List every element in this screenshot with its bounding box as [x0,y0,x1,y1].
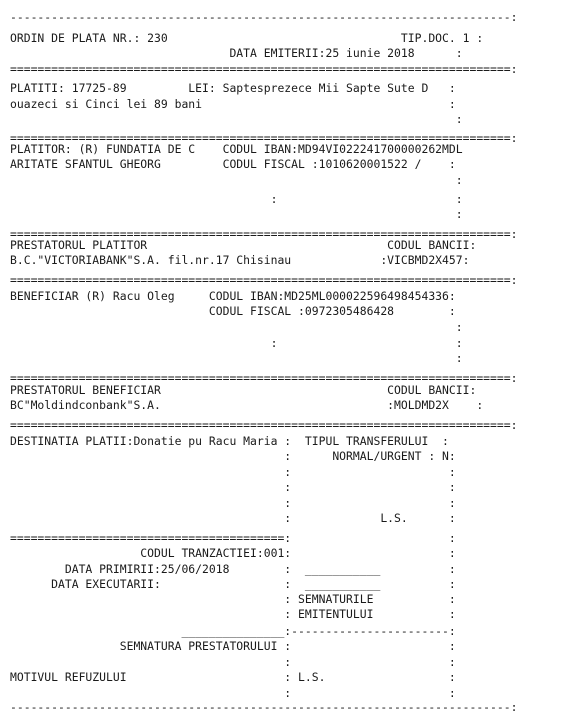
issuer-signatures-row: : SEMNATURILE : [10,592,456,606]
order-number-row: ORDIN DE PLATA NR.: 230 TIP.DOC. 1 : [10,31,484,45]
issuer-row: : EMITENTULUI : [10,607,456,621]
form-line: : [10,112,463,126]
date-executed-row: DATA EXECUTARII: : ___________ : [10,577,456,591]
refusal-reason-row: MOTIVUL REFUZULUI : L.S. : [10,670,456,684]
form-line: =========================================================================: [10,62,518,76]
form-line: : : [10,686,456,700]
payer-bank-row: B.C."VICTORIABANK"S.A. fil.nr.17 Chisinau :VICBMD2X457: [10,253,470,267]
form-line: : [10,173,463,187]
payer-fiscal-code-row: ARITATE SFANTUL GHEORG CODUL FISCAL :1010620001522 / : [10,157,456,171]
payer-bank-header-row: PRESTATORUL PLATITOR CODUL BANCII: [10,238,477,252]
form-line: =========================================================================: [10,371,518,385]
form-line: =========================================================================: [10,273,518,287]
beneficiary-iban-row: BENEFICIAR (R) Racu Oleg CODUL IBAN:MD25ML000022596498454336: [10,289,456,303]
form-line: =========================================================================: [10,227,518,241]
provider-signature-row: SEMNATURA PRESTATORULUI : : [10,639,456,653]
transaction-code-row: CODUL TRANZACTIEI:001: : [10,546,456,560]
form-line: : : [10,480,456,494]
date-received-row: DATA PRIMIRII:25/06/2018 : ___________ : [10,562,456,576]
beneficiary-bank-header-row: PRESTATORUL BENEFICIAR CODUL BANCII: [10,383,477,397]
beneficiary-fiscal-code-row: CODUL FISCAL :0972305486428 : [10,304,456,318]
payer-name-iban-row: PLATITOR: (R) FUNDATIA DE C CODUL IBAN:MD94VI022241700000262MDL [10,142,463,156]
form-line: : [10,320,463,334]
form-line: ========================================: : [10,531,456,545]
form-line: : : [10,336,463,350]
form-line: : : [10,496,456,510]
payment-purpose-row: DESTINATIA PLATII:Donatie pu Racu Maria : TIPUL TRANSFERULUI : [10,434,449,448]
issue-date-row: DATA EMITERII:25 iunie 2018 : [10,46,463,60]
bottom-border: -------------------------------------------------------------------------: [10,700,518,714]
form-line: =========================================================================: [10,131,518,145]
form-line: : : [10,655,456,669]
form-line: : : [10,192,463,206]
amount-row: PLATITI: 17725-89 LEI: Saptesprezece Mii Sapte Sute D : [10,81,456,95]
form-line: =========================================================================: [10,418,518,432]
transfer-type-row: : NORMAL/URGENT : N: [10,449,456,463]
form-line: _______________:-----------------------: [10,624,456,638]
top-border: -------------------------------------------------------------------------: [10,10,518,24]
form-line: : : [10,465,456,479]
ls-stamp-row: : L.S. : [10,511,456,525]
beneficiary-bank-row: BC"Moldindconbank"S.A. :MOLDMD2X : [10,398,484,412]
amount-in-words-row: ouazeci si Cinci lei 89 bani : [10,97,456,111]
form-line: : [10,207,463,221]
form-line: : [10,351,463,365]
